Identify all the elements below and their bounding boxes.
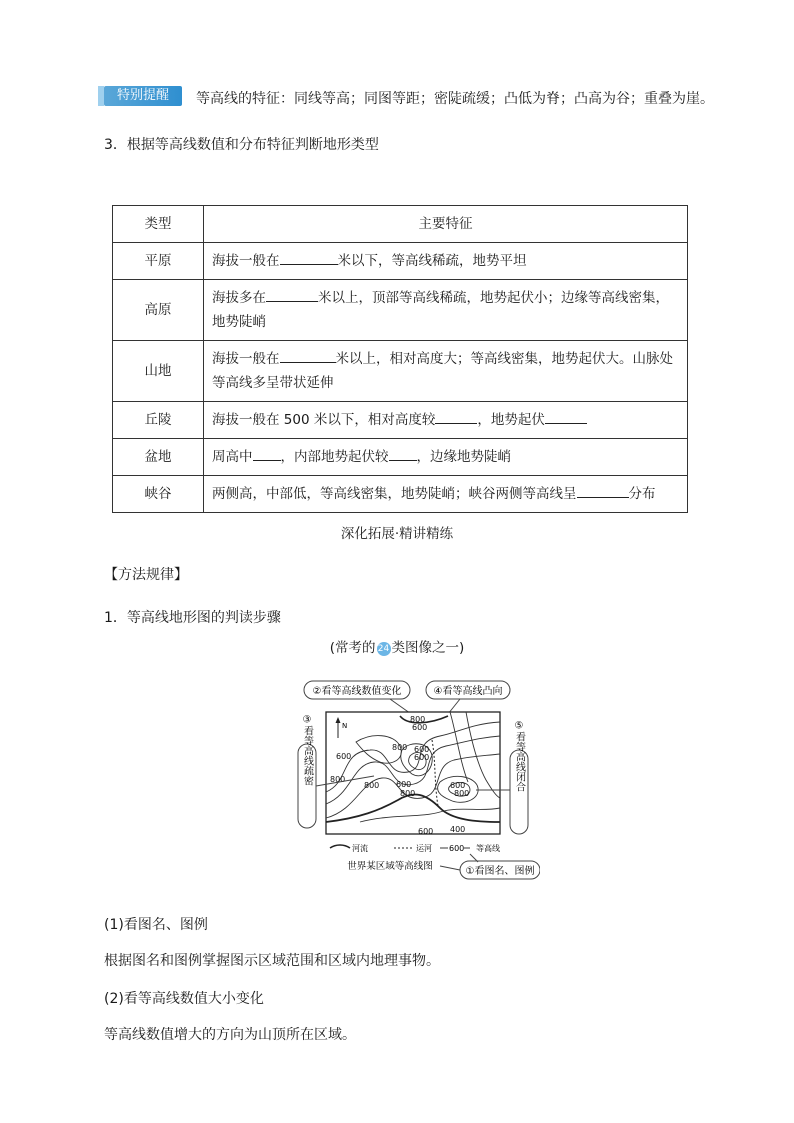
- north-label: N: [342, 722, 348, 730]
- contour-label: 800: [364, 781, 380, 790]
- feature-text: 米以下，等高线稀疏，地势平坦: [337, 253, 527, 269]
- legend-contour: 等高线: [476, 844, 500, 853]
- contour-label: 600: [418, 827, 434, 836]
- callout-4: ④看等高线凸向: [433, 686, 503, 697]
- callout-pointer: [440, 866, 460, 870]
- fill-blank[interactable]: [266, 287, 318, 302]
- fill-blank[interactable]: [545, 409, 587, 424]
- table-row: [113, 341, 688, 402]
- contour-label: 600: [414, 745, 430, 754]
- contour-label: 600: [412, 723, 428, 732]
- contour-label: 400: [450, 825, 466, 834]
- contour-label: 800: [330, 775, 346, 784]
- legend-canal: 运河: [416, 844, 432, 853]
- item-heading: (1)看图名、图例: [104, 917, 208, 933]
- feature-text: ，边缘地势陡峭: [416, 449, 511, 465]
- method-heading: 【方法规律】: [104, 567, 188, 583]
- header-type: 类型: [113, 206, 204, 243]
- contour-label: 800: [454, 789, 470, 798]
- item-body: 等高线数值增大的方向为山顶所在区域。: [104, 1027, 356, 1043]
- tip-badge: 特别提醒: [104, 86, 182, 106]
- feature-cell: [204, 402, 688, 439]
- fill-blank[interactable]: [389, 446, 417, 461]
- item-heading: (2)看等高线数值大小变化: [104, 991, 264, 1007]
- feature-text: 两侧高，中部低，等高线密集，地势陡峭；峡谷两侧等高线呈: [212, 486, 577, 502]
- contour-label: 800: [410, 715, 426, 724]
- type-cell: 盆地: [113, 439, 204, 476]
- header-feature: 主要特征: [204, 206, 688, 243]
- contour-label: 800: [392, 743, 408, 752]
- feature-cell: [204, 280, 688, 341]
- section-caption: 深化拓展·精讲精练: [340, 526, 454, 542]
- number-badge-icon: 24: [377, 644, 390, 654]
- feature-text: 周高中: [212, 449, 253, 465]
- step-heading: 1．等高线地形图的判读步骤: [104, 610, 281, 626]
- type-cell: 丘陵: [113, 402, 204, 439]
- feature-cell: [204, 476, 688, 513]
- callout-5: ⑤看等高线闭合: [513, 720, 525, 792]
- fill-blank[interactable]: [280, 348, 336, 363]
- fill-blank[interactable]: [435, 409, 477, 424]
- tip-text: 等高线的特征：同线等高；同图等距；密陡疏缓；凸低为脊；凸高为谷；重叠为崖。: [196, 91, 714, 107]
- table-row: [113, 402, 688, 439]
- feature-text: 海拔一般在 500 米以下，相对高度较: [212, 412, 436, 428]
- type-cell: 高原: [113, 280, 204, 341]
- feature-text: 海拔多在: [212, 290, 266, 306]
- callout-3: ③看等高线疏密: [301, 714, 313, 786]
- map-title: 世界某区域等高线图: [347, 861, 433, 872]
- fill-blank[interactable]: [577, 483, 629, 498]
- table-row: [113, 280, 688, 341]
- section-heading: 3．根据等高线数值和分布特征判断地形类型: [104, 137, 379, 153]
- fill-blank[interactable]: [253, 446, 281, 461]
- type-cell: 峡谷: [113, 476, 204, 513]
- feature-text: ，地势起伏: [477, 412, 545, 428]
- contour-label: 600: [450, 781, 466, 790]
- feature-text: 海拔一般在: [212, 351, 280, 367]
- table-header-row: [113, 206, 688, 243]
- feature-text: 米以上，相对高度大；等高线密集，地势起伏大。山脉处等高线多呈带状延伸: [212, 351, 673, 391]
- table-row: [113, 476, 688, 513]
- callout-1: ①看图名、图例: [465, 866, 535, 877]
- item-body: 根据图名和图例掌握图示区域范围和区域内地理事物。: [104, 953, 440, 969]
- contour-label: 600: [414, 753, 430, 762]
- feature-text: 米以上，顶部等高线稀疏，地势起伏小；边缘等高线密集，地势陡峭: [212, 290, 669, 330]
- contour-label: 800: [400, 789, 416, 798]
- fill-blank[interactable]: [280, 250, 338, 265]
- callout-2: ②看等高线数值变化: [312, 686, 402, 697]
- feature-text: 分布: [628, 486, 656, 502]
- legend-contour-value: 600: [449, 844, 465, 853]
- terrain-table: [112, 205, 688, 513]
- type-cell: 山地: [113, 341, 204, 402]
- figure-title-prefix: (常考的: [329, 640, 376, 656]
- feature-text: 海拔一般在: [212, 253, 280, 269]
- legend-river-icon: [330, 845, 350, 848]
- figure-title: [0, 636, 794, 656]
- table-row: [113, 243, 688, 280]
- contour-map-figure: [290, 672, 540, 882]
- feature-cell: [204, 243, 688, 280]
- feature-cell: [204, 341, 688, 402]
- type-cell: 平原: [113, 243, 204, 280]
- feature-text: ，内部地势起伏较: [280, 449, 389, 465]
- table-row: [113, 439, 688, 476]
- contour-label: 600: [396, 780, 412, 789]
- figure-title-suffix: 类图像之一): [391, 640, 465, 656]
- feature-cell: [204, 439, 688, 476]
- contour-label: 600: [336, 752, 352, 761]
- legend-river: 河流: [352, 844, 368, 853]
